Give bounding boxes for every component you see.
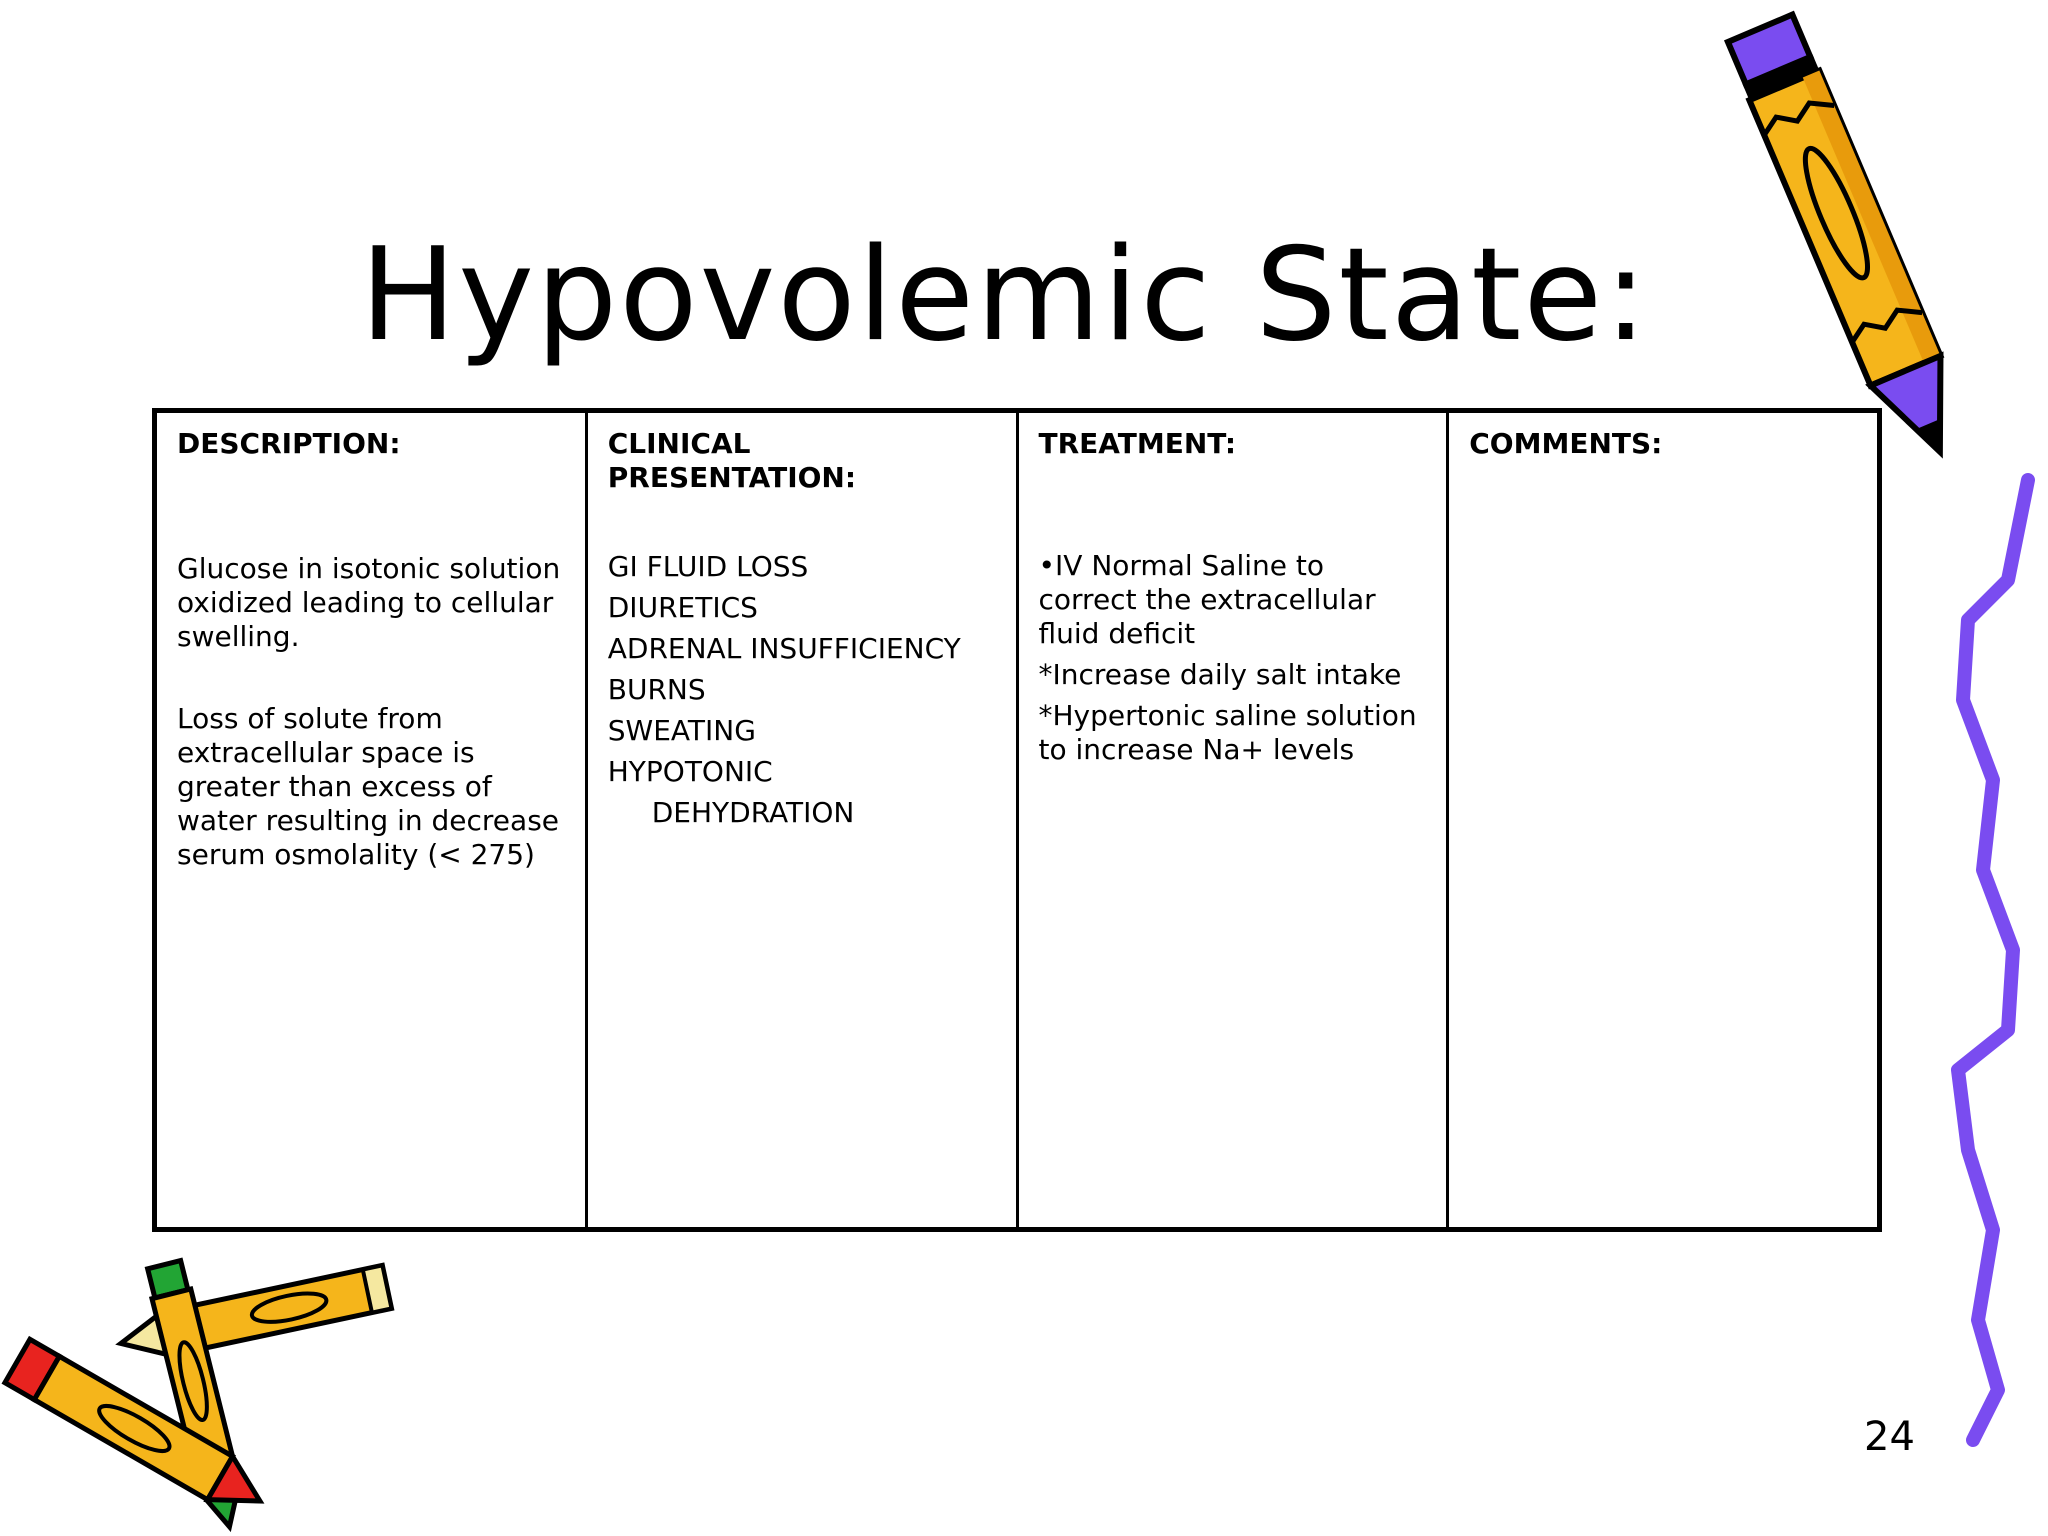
- list-item: •IV Normal Saline to correct the extracellular fluid deficit: [1038, 549, 1376, 650]
- slide-title: Hypovolemic State:: [360, 221, 1650, 370]
- column-header: TREATMENT:: [1038, 427, 1237, 460]
- squiggle-line-icon: [1938, 470, 2048, 1450]
- description-paragraph: Loss of solute from extracellular space is greater than excess of water resulting in decrease serum osmolality (< 275): [177, 702, 560, 871]
- page-number: 24: [1864, 1414, 1915, 1460]
- column-treatment: [1019, 413, 1450, 1227]
- list-item: *Increase daily salt intake: [1038, 658, 1402, 691]
- column-comments: [1449, 413, 1877, 1227]
- list-item: ADRENAL INSUFFICIENCY: [607, 632, 961, 665]
- list-item: GI FLUID LOSS: [607, 550, 809, 583]
- crayons-icon: [0, 1236, 420, 1536]
- pencil-icon: [1720, 0, 1980, 480]
- column-header: COMMENTS:: [1469, 427, 1663, 460]
- list-item: DIURETICS: [607, 591, 758, 624]
- list-item: *Hypertonic saline solution to increase Na+ levels: [1038, 699, 1417, 766]
- column-header: CLINICAL PRESENTATION:: [607, 427, 857, 494]
- list-item: BURNS: [607, 673, 706, 706]
- list-item: SWEATING: [607, 714, 756, 747]
- list-item: HYPOTONIC: [607, 755, 773, 788]
- treatment-list: [1039, 549, 1429, 767]
- list-item: DEHYDRATION: [651, 796, 855, 829]
- description-paragraph: Glucose in isotonic solution oxidized leading to cellular swelling.: [177, 552, 561, 653]
- clinical-list: [608, 550, 998, 830]
- column-header: DESCRIPTION:: [177, 427, 401, 460]
- column-description: [157, 413, 588, 1227]
- column-clinical-presentation: [588, 413, 1019, 1227]
- content-table: [152, 408, 1882, 1232]
